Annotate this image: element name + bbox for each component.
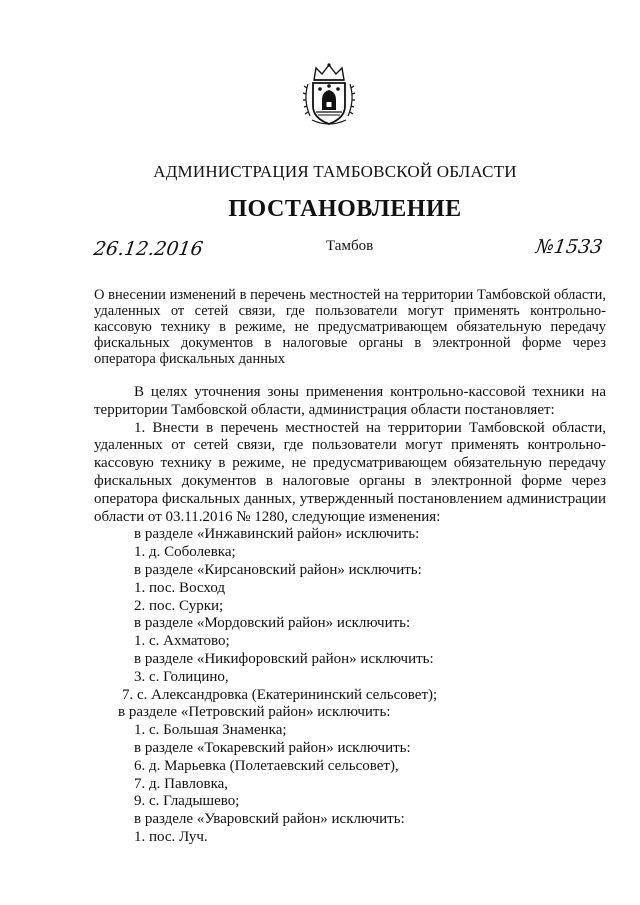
preamble-paragraph: В целях уточнения зоны применения контрольно-кассовой техники на территории Тамбовской области, администрация области постановляет: xyxy=(94,384,606,418)
document-city: Тамбов xyxy=(326,238,374,254)
point-1-paragraph: 1. Внести в перечень местностей на территории Тамбовской области, удаленных от сетей связи, где пользователи могут применять контрольно-кассовую технику в режиме, не предусматривающем обязательную передачу фискальных документов в налоговые органы в электронной форме через оператора фискальных данных, утвержденный постановлением администрации области от 03.11.2016 № 1280, следующие изменения: xyxy=(94,419,606,525)
list-item: в разделе «Петровский район» исключить: xyxy=(118,704,391,721)
list-item: 1. с. Ахматово; xyxy=(134,633,230,650)
list-item: 9. с. Гладышево; xyxy=(134,793,240,810)
list-item: 1. д. Соболевка; xyxy=(134,544,236,561)
list-item: в разделе «Никифоровский район» исключить: xyxy=(134,650,434,667)
list-item: 6. д. Марьевка (Полетаевский сельсовет), xyxy=(134,757,399,774)
list-item: в разделе «Кирсановский район» исключить: xyxy=(134,561,422,578)
list-item: 7. д. Павловка, xyxy=(134,775,229,792)
list-item: в разделе «Токаревский район» исключить: xyxy=(134,739,411,756)
document-subject: О внесении изменений в перечень местностей на территории Тамбовской области, удаленных от сетей связи, где пользователи могут применять контрольно-кассовую технику в режиме, не предусматривающем обязательную передачу фискальных документов в налоговые органы в электронной форме через оператора фискальных данных xyxy=(94,287,606,367)
list-item: 1. пос. Восход xyxy=(134,579,226,596)
list-item: в разделе «Инжавинский район» исключить: xyxy=(134,526,420,543)
list-item: 1. с. Большая Знаменка; xyxy=(134,722,287,739)
organization-name: АДМИНИСТРАЦИЯ ТАМБОВСКОЙ ОБЛАСТИ xyxy=(153,162,517,181)
tambov-coat-of-arms-icon xyxy=(300,62,358,128)
list-item: 7. с. Александровка (Екатерининский сельсовет); xyxy=(122,686,438,703)
list-item: в разделе «Уваровский район» исключить: xyxy=(134,811,405,828)
document-body xyxy=(94,384,606,847)
list-item: 2. пос. Сурки; xyxy=(134,597,224,614)
document-number: №1533 xyxy=(534,236,604,258)
document-date: 26.12.2016 xyxy=(92,238,205,260)
document-type-title: ПОСТАНОВЛЕНИЕ xyxy=(228,196,462,222)
list-item: 1. пос. Луч. xyxy=(134,828,208,845)
list-item: в разделе «Мордовский район» исключить: xyxy=(134,615,411,632)
list-item: 3. с. Голицино, xyxy=(134,668,229,685)
